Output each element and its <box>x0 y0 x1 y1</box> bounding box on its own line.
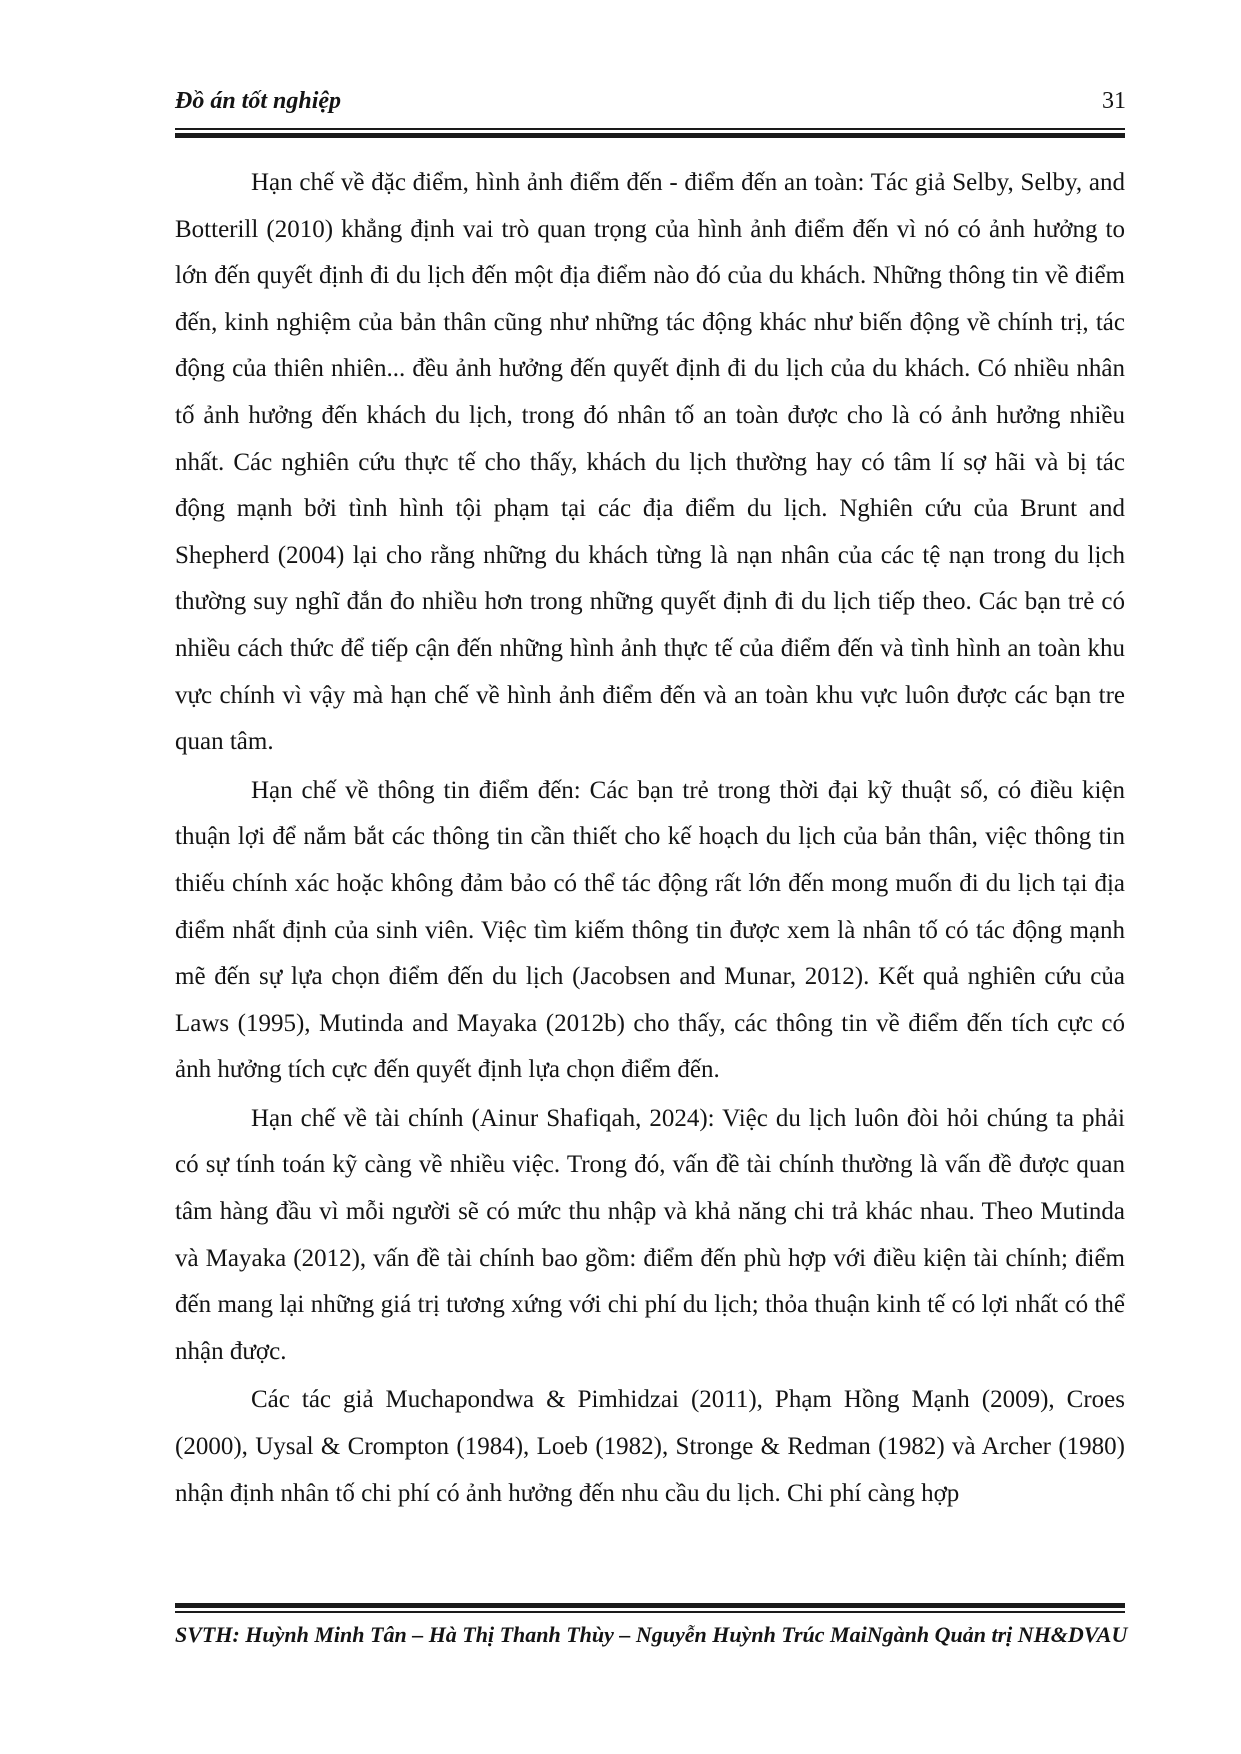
footer-rule-thick <box>175 1603 1125 1608</box>
paragraph-financial-constraints: Hạn chế về tài chính (Ainur Shafiqah, 2024): Việc du lịch luôn đòi hỏi chúng ta phải có sự tính toán kỹ càng về nhiều việc. Trong đó, vấn đề tài chính thường là vấn đề được quan tâm hàng đầu vì mỗi người sẽ có mức thu nhập và khả năng chi trả khác nhau. Theo Mutinda và Mayaka (2012), vấn đề tài chính bao gồm: điểm đến phù hợp với điều kiện tài chính; điểm đến mang lại những giá trị tương xứng với chi phí du lịch; thỏa thuận kinh tế có lợi nhất có thể nhận được. <box>175 1104 1125 1365</box>
paragraph-destination-information: Hạn chế về thông tin điểm đến: Các bạn trẻ trong thời đại kỹ thuật số, có điều kiện thuận lợi để nắm bắt các thông tin cần thiết cho kế hoạch du lịch của bản thân, việc thông tin thiếu chính xác hoặc không đảm bảo có thể tác động rất lớn đến mong muốn đi du lịch tại địa điểm nhất định của sinh viên. Việc tìm kiếm thông tin được xem là nhân tố có tác động mạnh mẽ đến sự lựa chọn điểm đến du lịch (Jacobsen and Munar, 2012). Kết quả nghiên cứu của Laws (1995), Mutinda and Mayaka (2012b) cho thấy, các thông tin về điểm đến tích cực có ảnh hưởng tích cực đến quyết định lựa chọn điểm đến. <box>175 776 1125 1084</box>
footer-rule-thin <box>175 1611 1125 1613</box>
paragraph-cost-factor: Các tác giả Muchapondwa & Pimhidzai (2011), Phạm Hồng Mạnh (2009), Croes (2000), Uysal & Crompton (1984), Loeb (1982), Stronge & Redman (1982) và Archer (1980) nhận định nhân tố chi phí có ảnh hưởng đến nhu cầu du lịch. Chi phí càng hợp <box>175 1386 1125 1507</box>
footer-authors: SVTH: Huỳnh Minh Tân – Hà Thị Thanh Thùy – Nguyễn Huỳnh Trúc Mai <box>175 1622 867 1647</box>
page-number: 31 <box>1102 88 1126 114</box>
paragraph-destination-image-safety: Hạn chế về đặc điểm, hình ảnh điểm đến - điểm đến an toàn: Tác giả Selby, Selby, and Botterill (2010) khẳng định vai trò quan trọng của hình ảnh điểm đến vì nó có ảnh hưởng to lớn đến quyết định đi du lịch đến một địa điểm nào đó của du khách. Những thông tin về điểm đến, kinh nghiệm của bản thân cũng như những tác động khác như biến động về chính trị, tác động của thiên nhiên... đều ảnh hưởng đến quyết định đi du lịch của du khách. Có nhiều nhân tố ảnh hưởng đến khách du lịch, trong đó nhân tố an toàn được cho là có ảnh hưởng nhiều nhất. Các nghiên cứu thực tế cho thấy, khách du lịch thường hay có tâm lí sợ hãi và bị tác động mạnh bởi tình hình tội phạm tại các địa điểm du lịch. Nghiên cứu của Brunt and Shepherd (2004) lại cho rằng những du khách từng là nạn nhân của các tệ nạn trong du lịch thường suy nghĩ đắn đo nhiều hơn trong những quyết định đi du lịch tiếp theo. Các bạn trẻ có nhiều cách thức để tiếp cận đến những hình ảnh thực tế của điểm đến và tình hình an toàn khu vực chính vì vậy mà hạn chế về hình ảnh điểm đến và an toàn khu vực luôn được các bạn tre quan tâm. <box>175 169 1125 756</box>
page-footer <box>175 1620 1128 1650</box>
footer-major: Ngành Quản trị NH&DVAU <box>866 1622 1128 1647</box>
header-title: Đồ án tốt nghiệp <box>175 88 342 114</box>
body-text <box>175 160 1125 1519</box>
header-rule-thin <box>175 128 1125 130</box>
header-rule-thick <box>175 133 1125 138</box>
